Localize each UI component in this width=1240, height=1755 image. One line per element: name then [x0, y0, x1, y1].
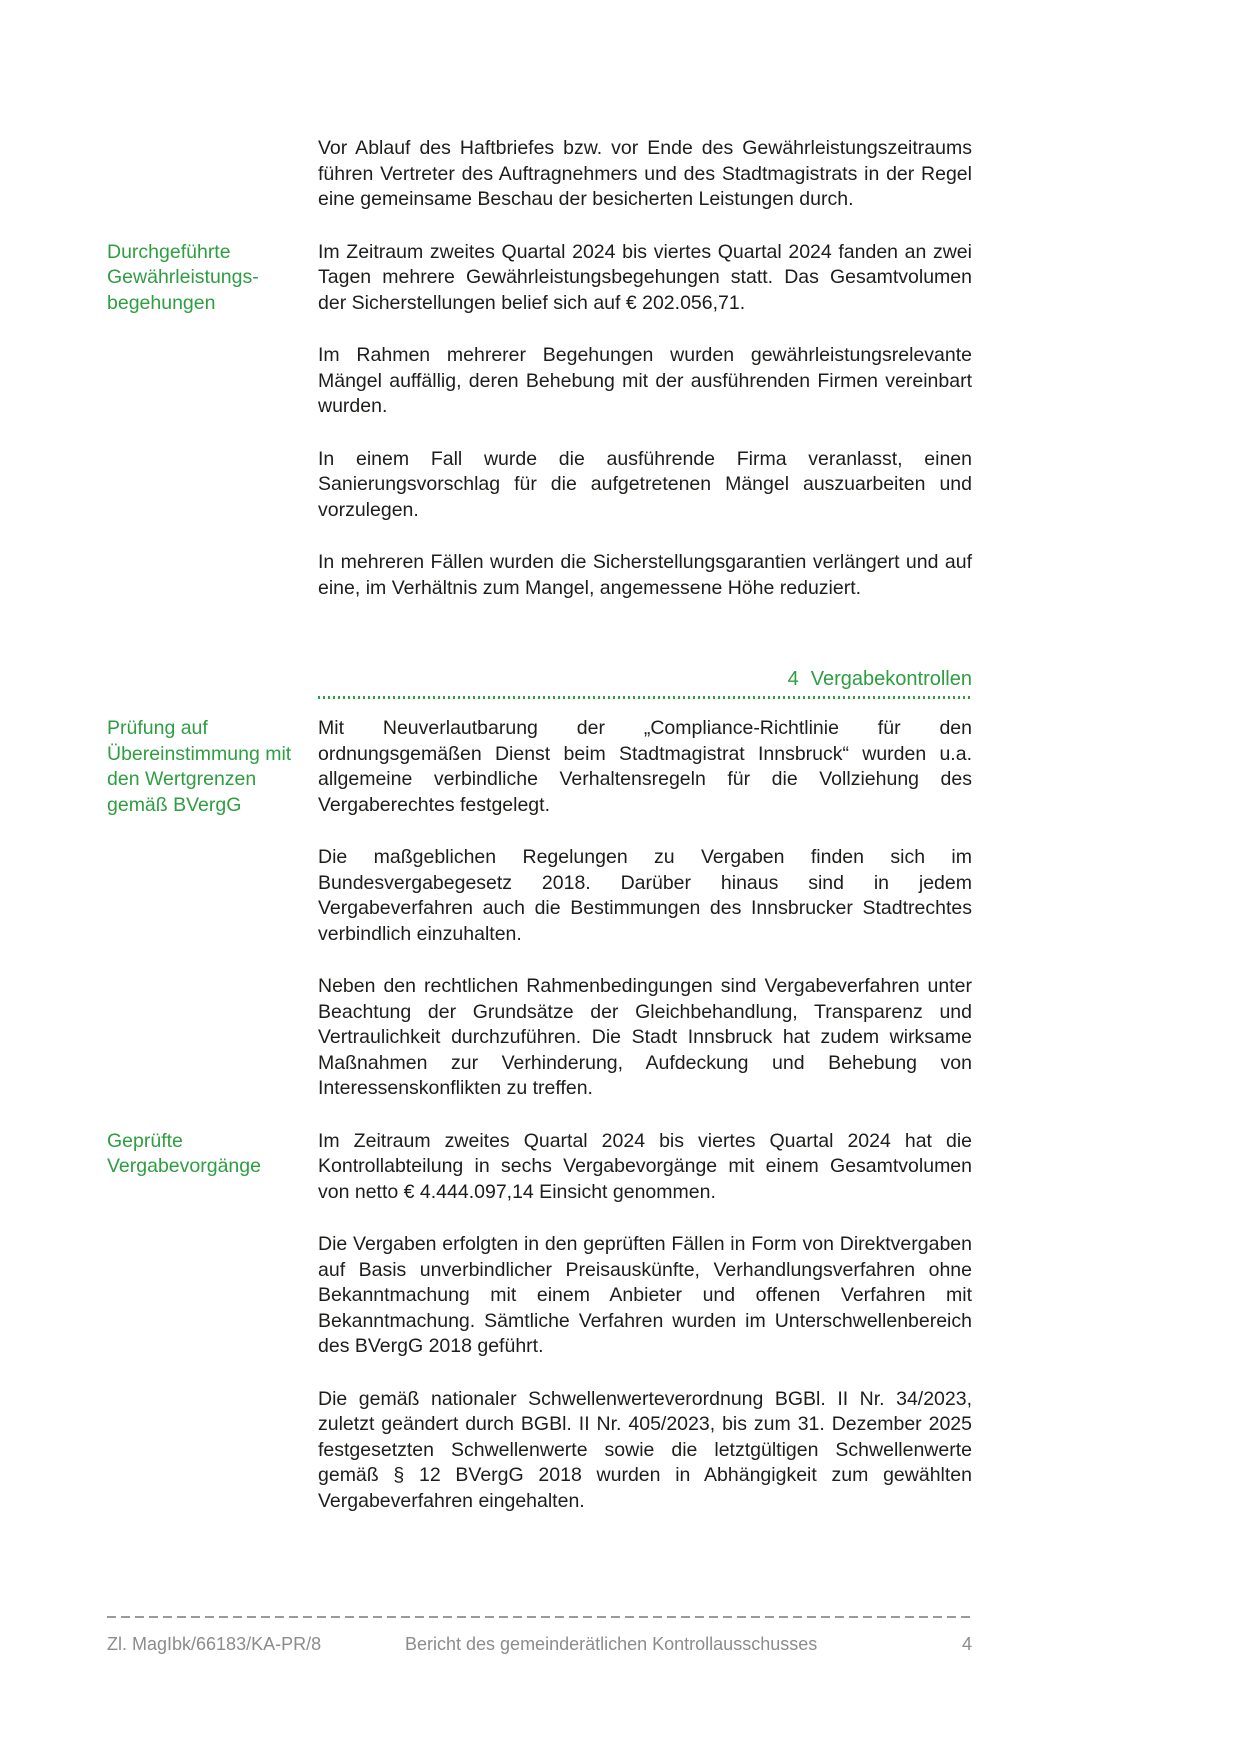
- body-paragraph: Mit Neuverlautbarung der „Compliance-Richtlinie für den ordnungsgemäßen Dienst beim Stadtmagistrat Innsbruck“ wurden u.a. allgemeine verbindliche Verhaltensregeln für die Vollziehung des Vergaberechtes festgelegt.: [318, 717, 972, 816]
- body-paragraph: Die gemäß nationaler Schwellenwerteverordnung BGBl. II Nr. 34/2023, zuletzt geändert durch BGBl. II Nr. 405/2023, bis zum 31. Dezember 2025 festgesetzten Schwellenwerte sowie die letztgültigen Schwellenwerte gemäß § 12 BVergG 2018 wurden in Abhängigkeit zum gewählten Vergabeverfahren eingehalten.: [318, 1387, 972, 1512]
- section-heading-row: [107, 628, 972, 716]
- content-block-gepruefte-vergabevorgaenge: [107, 1129, 972, 1542]
- margin-label: [107, 1129, 318, 1180]
- text-column: [318, 136, 972, 240]
- footer-dashed-line: [107, 1616, 972, 1618]
- margin-label-line: Gewährleistungs-: [107, 266, 259, 288]
- body-paragraph: Die maßgeblichen Regelungen zu Vergaben finden sich im Bundesvergabegesetz 2018. Darüber hinaus sind in jedem Vergabeverfahren auch die Bestimmungen des Innsbrucker Stadtrechtes verbindlich einzuhalten.: [318, 846, 972, 945]
- body-paragraph: Im Zeitraum zweites Quartal 2024 bis viertes Quartal 2024 hat die Kontrollabteilung in sechs Vergabevorgänge mit einem Gesamtvolumen von netto € 4.444.097,14 Einsicht genommen.: [318, 1129, 972, 1203]
- text-column: [318, 1129, 972, 1542]
- body-paragraph: In einem Fall wurde die ausführende Firma veranlasst, einen Sanierungsvorschlag für die aufgetretenen Mängel auszuarbeiten und vorzulegen.: [318, 447, 972, 521]
- margin-label-line: begehungen: [107, 291, 216, 314]
- body-paragraph: Neben den rechtlichen Rahmenbedingungen sind Vergabeverfahren unter Beachtung der Grundsätze der Gleichbehandlung, Transparenz und Vertraulichkeit durchzuführen. Die Stadt Innsbruck hat zudem wirksame Maßnahmen zur Verhinderung, Aufdeckung und Behebung von Interessenskonflikten zu treffen.: [318, 975, 972, 1099]
- text-column: [318, 240, 972, 629]
- margin-label-line: Übereinstimmung mit: [107, 742, 292, 765]
- margin-label-line: Geprüfte: [107, 1129, 183, 1152]
- margin-label-line: gemäß BVergG: [107, 793, 242, 816]
- section-divider-dotted-line: [318, 696, 972, 699]
- body-paragraph: Vor Ablauf des Haftbriefes bzw. vor Ende des Gewährleistungszeitraums führen Vertreter des Auftragnehmers und des Stadtmagistrats in der Regel eine gemeinsame Beschau der besicherten Leistungen durch.: [318, 137, 972, 210]
- report-body: [107, 136, 972, 1541]
- content-block-intro: [107, 136, 972, 240]
- content-block-gewaehrleistungsbegehungen: [107, 240, 972, 629]
- margin-label-line: Vergabevorgänge: [107, 1155, 261, 1177]
- margin-label-line: Prüfung auf: [107, 717, 208, 739]
- content-block-wertgrenzen-pruefung: [107, 716, 972, 1129]
- body-paragraph: Im Zeitraum zweites Quartal 2024 bis viertes Quartal 2024 fanden an zwei Tagen mehrere Gewährleistungsbegehungen statt. Das Gesamtvolumen der Sicherstellungen belief sich auf € 202.056,71.: [318, 240, 972, 314]
- footer-report-title: Bericht des gemeinderätlichen Kontrollausschusses: [405, 1634, 818, 1654]
- text-column: [318, 716, 972, 1129]
- margin-label: [107, 716, 318, 818]
- section-title: Vergabekontrollen: [810, 668, 972, 690]
- text-column: [318, 628, 972, 716]
- section-heading: [318, 668, 972, 691]
- page-footer: [107, 1616, 972, 1655]
- section-number: 4: [787, 668, 799, 690]
- body-paragraph: Die Vergaben erfolgten in den geprüften Fällen in Form von Direktvergaben auf Basis unverbindlicher Preisauskünfte, Verhandlungsverfahren ohne Bekanntmachung mit einem Anbieter und offenen Verfahren mit Bekanntmachung. Sämtliche Verfahren wurden im Unterschwellenbereich des BVergG 2018 geführt.: [318, 1233, 972, 1357]
- margin-label-line: den Wertgrenzen: [107, 768, 257, 790]
- footer-row: [107, 1633, 972, 1655]
- body-paragraph: Im Rahmen mehrerer Begehungen wurden gewährleistungsrelevante Mängel auffällig, deren Behebung mit der ausführenden Firmen vereinbart wurden.: [318, 344, 972, 417]
- body-paragraph: In mehreren Fällen wurden die Sicherstellungsgarantien verlängert und auf eine, im Verhältnis zum Mangel, angemessene Höhe reduziert.: [318, 551, 972, 599]
- document-reference: Zl. MagIbk/66183/KA-PR/8: [107, 1634, 322, 1654]
- margin-label: [107, 240, 318, 317]
- page-number: 4: [961, 1634, 972, 1654]
- margin-label-line: Durchgeführte: [107, 240, 231, 263]
